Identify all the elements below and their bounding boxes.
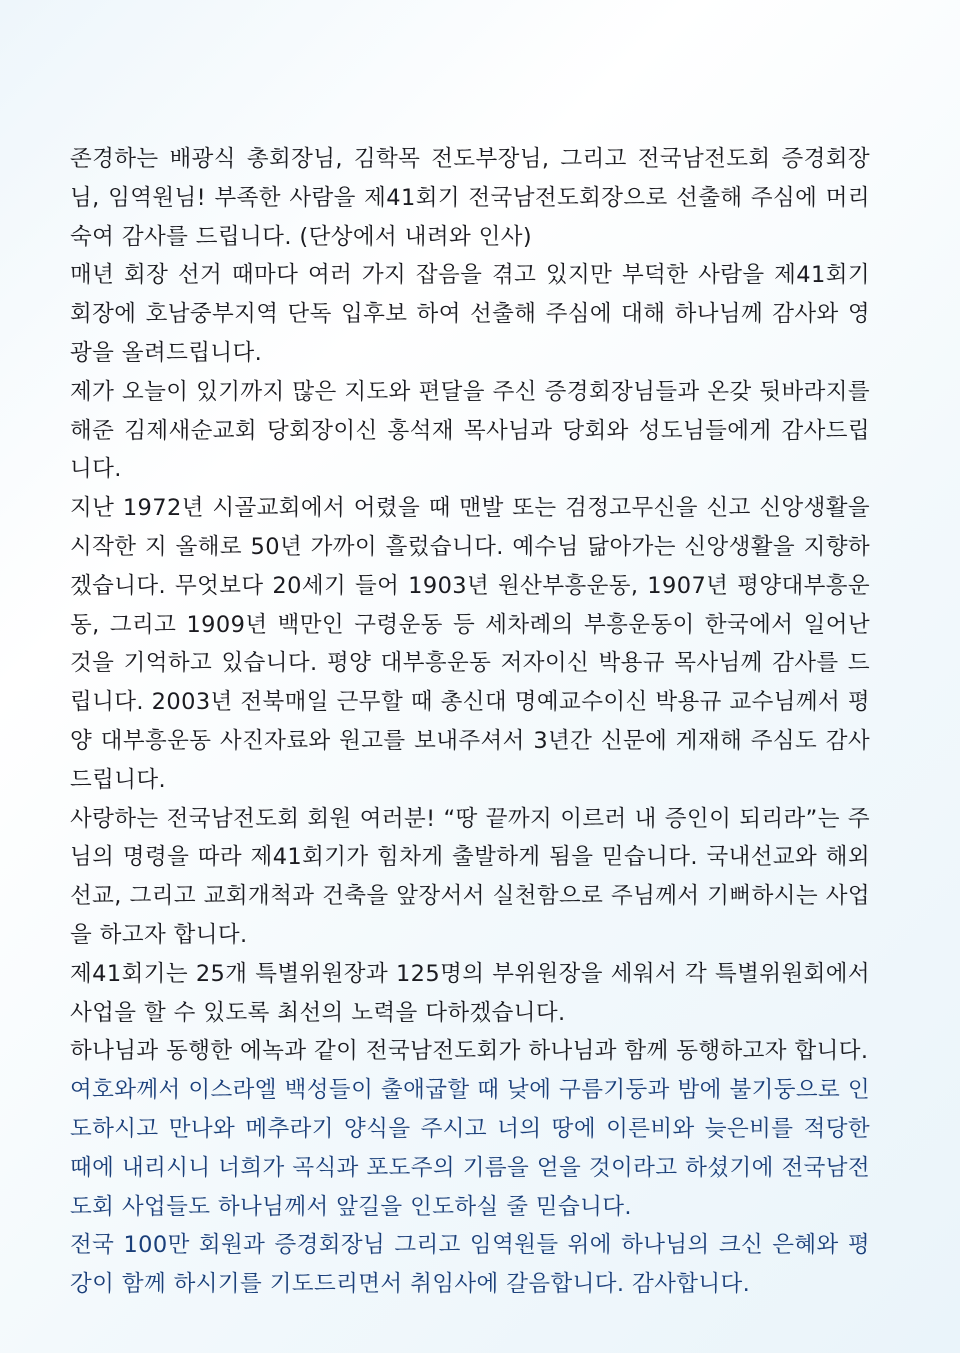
paragraph-faith-history: 지난 1972년 시골교회에서 어렸을 때 맨발 또는 검정고무신을 신고 신앙생활을 시작한 지 올해로 50년 가까이 흘렀습니다. 예수님 닮아가는 신앙생활을 지향하겠습니다. 무엇보다 20세기 들어 1903년 원산부흥운동, 1907년 평양대부흥운동, 그리고 1909년 백만인 구령운동 등 세차례의 부흥운동이 한국에서 일어난 것을 기억하고 있습니다. 평양 대부흥운동 저자이신 박용규 목사님께 감사를 드립니다. 2003년 전북매일 근무할 때 총신대 명예교수이신 박용규 교수님께서 평양 대부흥운동 사진자료와 원고를 보내주셔서 3년간 신문에 게재해 주심도 감사드립니다.	[70, 495, 870, 793]
paragraph-election-thanks: 매년 회장 선거 때마다 여러 가지 잡음을 겪고 있지만 부덕한 사람을 제41회기 회장에 호남중부지역 단독 입후보 하여 선출해 주심에 대해 하나님께 감사와 영광을 올려드립니다.	[70, 262, 870, 366]
speech-body	[70, 140, 870, 1304]
paragraph-committees: 제41회기는 25개 특별위원장과 125명의 부위원장을 세워서 각 특별위원회에서 사업을 할 수 있도록 최선의 노력을 다하겠습니다.	[70, 960, 870, 1026]
paragraph-church-thanks: 제가 오늘이 있기까지 많은 지도와 편달을 주신 증경회장님들과 온갖 뒷바라지를 해준 김제새순교회 당회장이신 홍석재 목사님과 당회와 성도님들에게 감사드립니다.	[70, 378, 870, 483]
paragraph-greeting: 존경하는 배광식 총회장님, 김학목 전도부장님, 그리고 전국남전도회 증경회장님, 임역원님! 부족한 사람을 제41회기 전국남전도회장으로 선출해 주심에 머리 숙여 감사를 드립니다. (단상에서 내려와 인사)	[70, 146, 870, 250]
paragraph-walk-with-god: 하나님과 동행한 에녹과 같이 전국남전도회가 하나님과 함께 동행하고자 합니다.	[70, 1038, 869, 1065]
paragraph-closing: 전국 100만 회원과 증경회장님 그리고 임역원들 위에 하나님의 크신 은혜와 평강이 함께 하시기를 기도드리면서 취임사에 갈음합니다. 감사합니다.	[70, 1232, 870, 1298]
paragraph-mission: 사랑하는 전국남전도회 회원 여러분! “땅 끝까지 이르러 내 증인이 되리라”는 주님의 명령을 따라 제41회기가 힘차게 출발하게 됨을 믿습니다. 국내선교와 해외선교, 그리고 교회개척과 건축을 앞장서서 실천함으로 주님께서 기뻐하시는 사업을 하고자 합니다.	[70, 805, 870, 948]
paragraph-exodus: 여호와께서 이스라엘 백성들이 출애굽할 때 낮에 구름기둥과 밤에 불기둥으로 인도하시고 만나와 메추라기 양식을 주시고 너의 땅에 이른비와 늦은비를 적당한 때에 내리시니 너희가 곡식과 포도주의 기름을 얻을 것이라고 하셨기에 전국남전도회 사업들도 하나님께서 앞길을 인도하실 줄 믿습니다.	[70, 1077, 870, 1220]
